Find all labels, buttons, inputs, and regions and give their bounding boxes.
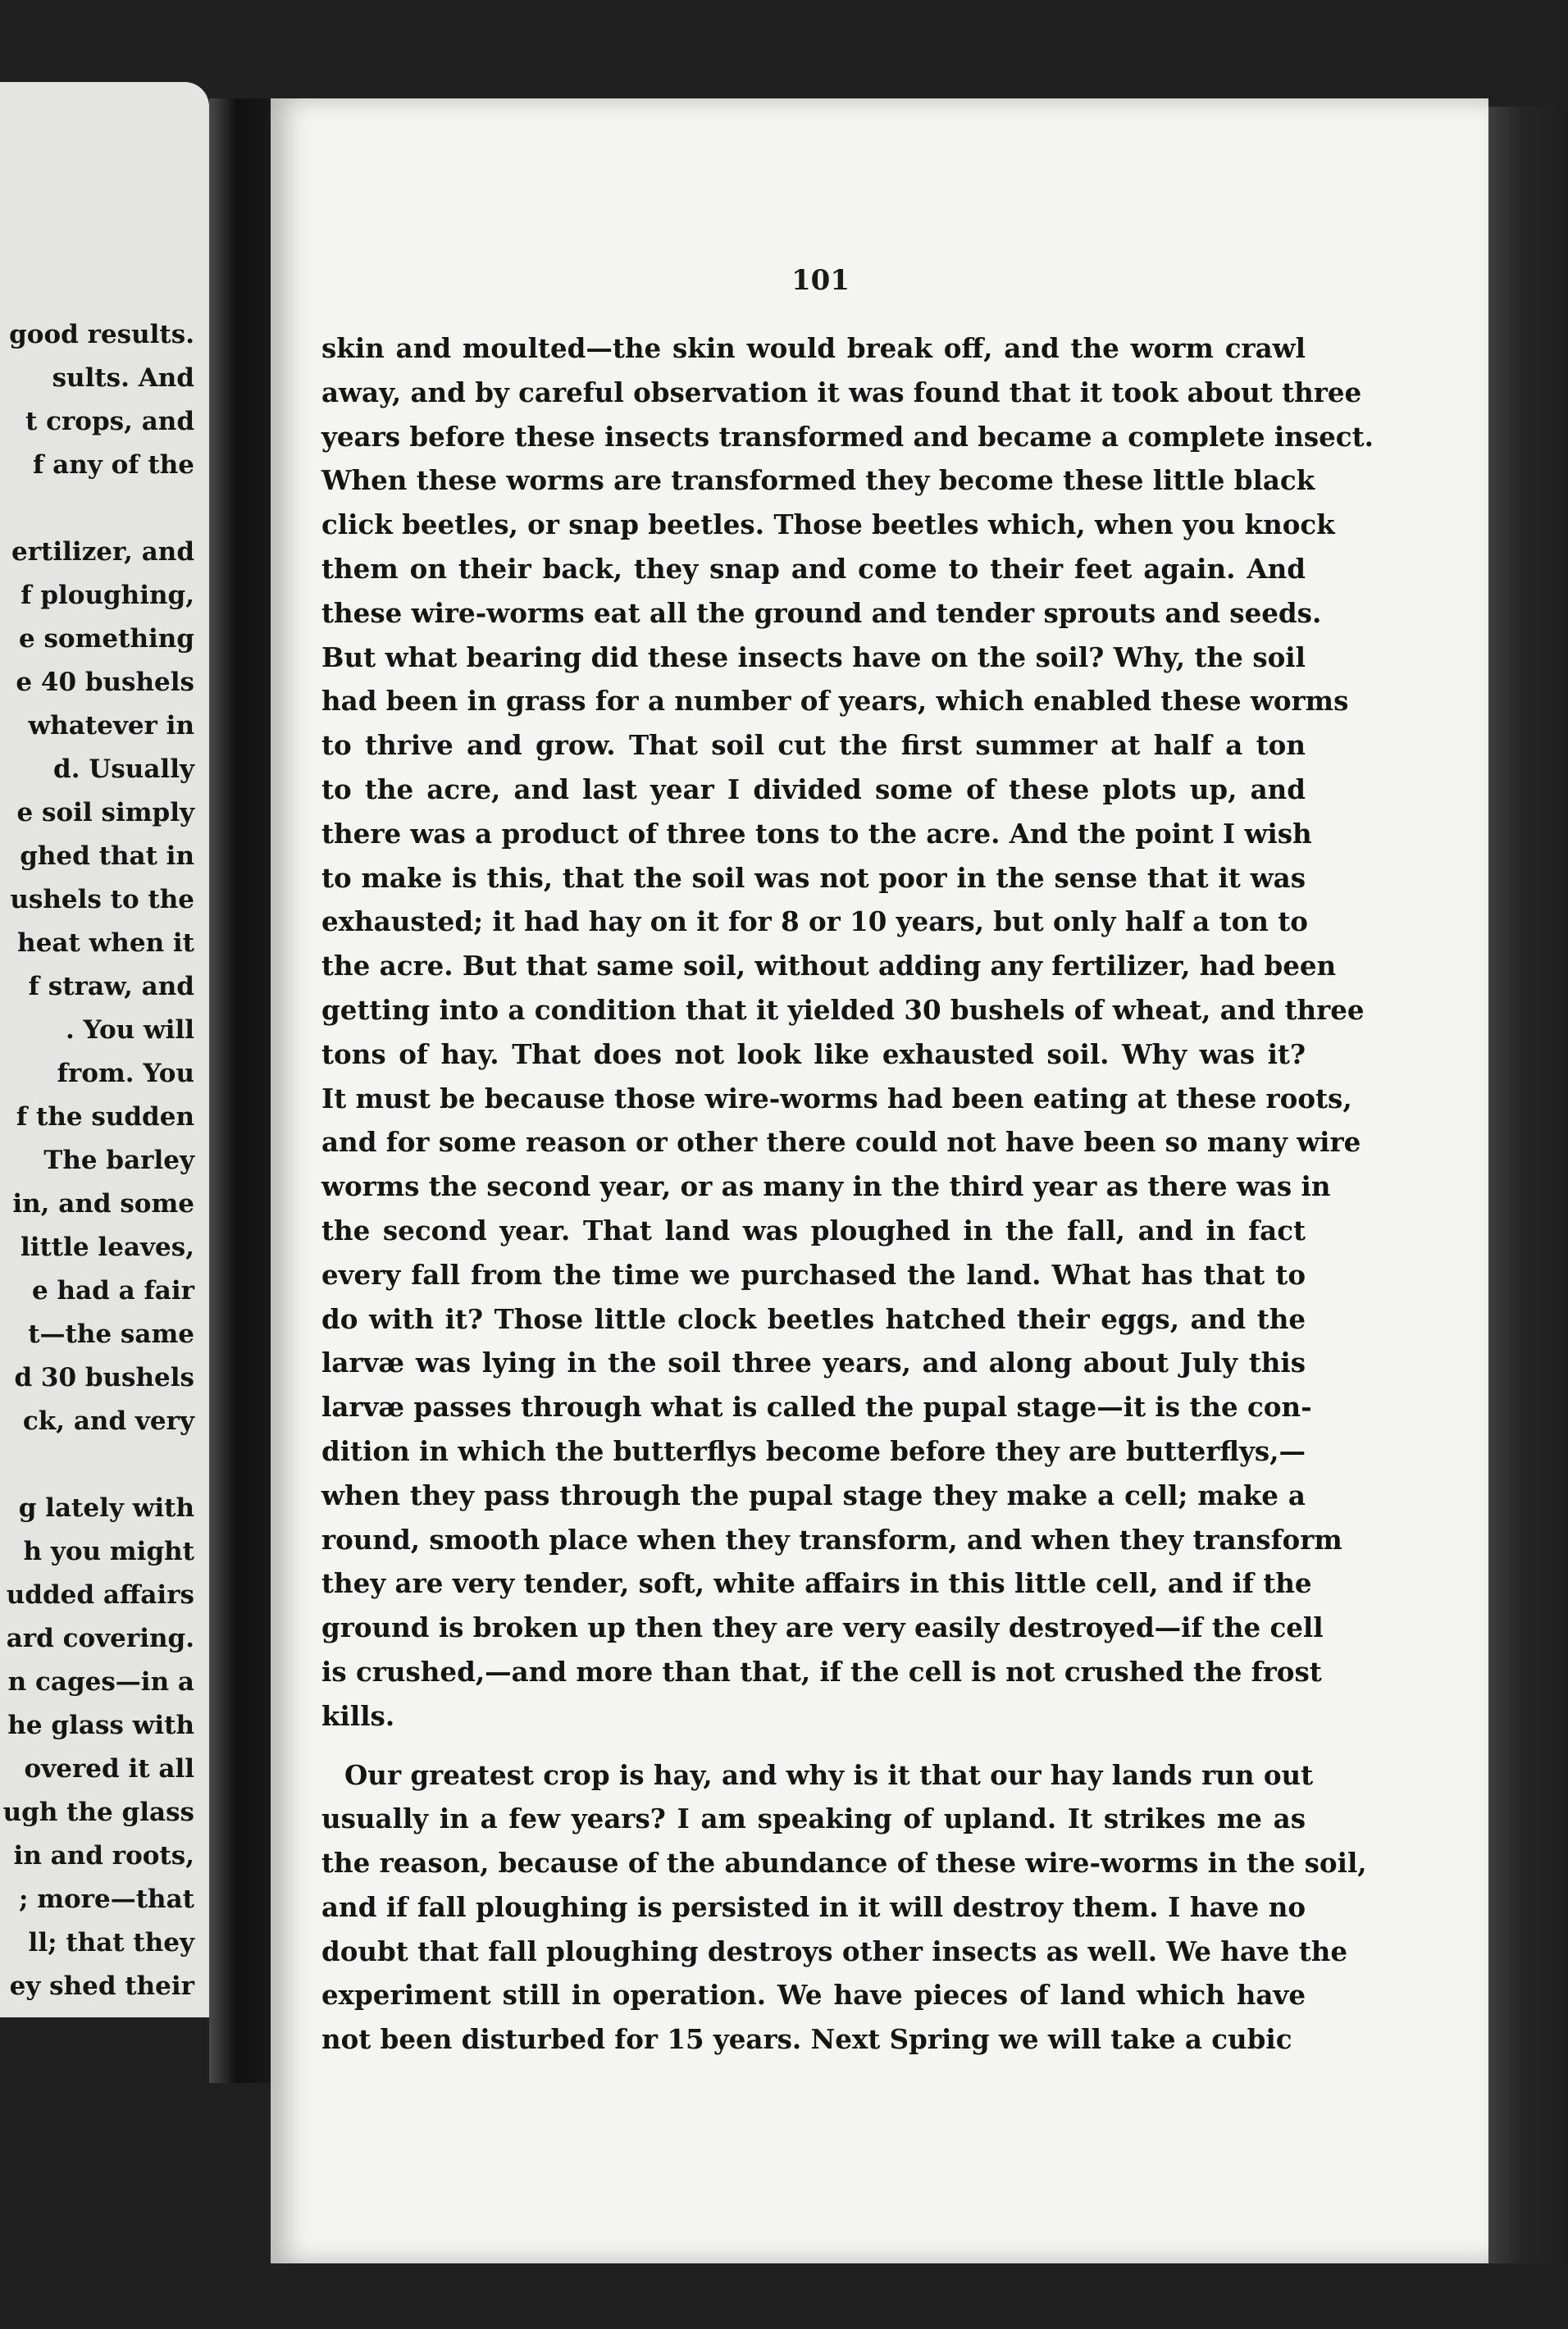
previous-page-line: f any of the xyxy=(33,450,194,480)
previous-page-line: t crops, and xyxy=(25,407,194,436)
body-text-line: larvæ was lying in the soil three years, and along about July this xyxy=(321,1347,1306,1379)
previous-page-line: from. You xyxy=(57,1059,194,1088)
body-text-line: kills. xyxy=(321,1699,395,1732)
body-text-line: worms the second year, or as many in the third year as there was in xyxy=(321,1170,1331,1203)
page-number: 101 xyxy=(791,264,850,297)
previous-page-line: . You will xyxy=(65,1015,194,1045)
body-text-line: larvæ passes through what is called the pupal stage—it is the con- xyxy=(321,1391,1312,1424)
body-text-line: them on their back, they snap and come to their feet again. And xyxy=(321,552,1306,585)
previous-page-line: g lately with xyxy=(18,1493,194,1523)
body-text-line: these wire-worms eat all the ground and tender sprouts and seeds. xyxy=(321,596,1322,629)
body-text-line: do with it? Those little clock beetles hatched their eggs, and the xyxy=(321,1302,1306,1335)
previous-page-line: heat when it xyxy=(17,928,194,958)
body-text-line: there was a product of three tons to the acre. And the point I wish xyxy=(321,817,1312,850)
previous-page-line: ck, and very xyxy=(22,1406,194,1436)
body-text-line: When these worms are transformed they become these little black xyxy=(321,464,1315,497)
previous-page-line: e had a fair xyxy=(31,1276,194,1306)
previous-page-line: e something xyxy=(18,624,194,654)
previous-page-line: udded affairs xyxy=(6,1580,194,1610)
previous-page-fragment xyxy=(0,82,209,2017)
previous-page-line xyxy=(0,1443,194,1487)
body-text-line: usually in a few years? I am speaking of upland. It strikes me as xyxy=(321,1803,1306,1835)
previous-page-line: ugh the glass xyxy=(2,1798,194,1827)
page-edge-shadow xyxy=(1488,107,1568,2263)
body-text-line: click beetles, or snap beetles. Those beetles which, when you knock xyxy=(321,508,1335,541)
previous-page-text xyxy=(0,313,194,2008)
body-text-line: when they pass through the pupal stage they make a cell; make a xyxy=(321,1479,1306,1511)
previous-page-line: e 40 bushels xyxy=(16,668,194,697)
previous-page-line: overed it all xyxy=(24,1754,194,1784)
body-text-line: the second year. That land was ploughed in the fall, and in fact xyxy=(321,1214,1306,1247)
body-text-line: years before these insects transformed and became a complete insect. xyxy=(321,420,1374,453)
body-text-line: every fall from the time we purchased the land. What has that to xyxy=(321,1258,1306,1291)
body-text-line: dition in which the butterflys become before they are butterflys,— xyxy=(321,1434,1306,1467)
previous-page-line: ushels to the xyxy=(10,885,194,914)
body-text-line: to the acre, and last year I divided some of these plots up, and xyxy=(321,773,1306,805)
previous-page-line: h you might xyxy=(23,1537,194,1566)
previous-page-line: t—the same xyxy=(28,1319,194,1349)
previous-page-line: ard covering. xyxy=(6,1624,194,1653)
previous-page-line: ghed that in xyxy=(20,841,194,871)
previous-page-line: d. Usually xyxy=(53,754,194,784)
previous-page-line: d 30 bushels xyxy=(14,1363,194,1392)
previous-page-line: sults. And xyxy=(52,363,194,393)
body-text-line: It must be because those wire-worms had been eating at these roots, xyxy=(321,1082,1352,1114)
body-text-line: tons of hay. That does not look like exhausted soil. Why was it? xyxy=(321,1037,1306,1070)
body-text-line: they are very tender, soft, white affairs in this little cell, and if the xyxy=(321,1567,1312,1600)
body-text-line: exhausted; it had hay on it for 8 or 10 years, but only half a ton to xyxy=(321,905,1308,938)
previous-page-line: in, and some xyxy=(12,1189,194,1219)
body-text-line: is crushed,—and more than that, if the cell is not crushed the frost xyxy=(321,1655,1322,1688)
previous-page-line: little leaves, xyxy=(20,1233,194,1262)
body-text-line: Our greatest crop is hay, and why is it that our hay lands run out xyxy=(344,1758,1314,1791)
previous-page-line: e soil simply xyxy=(16,798,194,827)
previous-page-line: whatever in xyxy=(28,711,194,741)
previous-page-line: in and roots, xyxy=(13,1841,194,1871)
previous-page-line: f ploughing, xyxy=(21,581,194,610)
page-body-text xyxy=(321,326,1374,2062)
body-text-line: to make is this, that the soil was not poor in the sense that it was xyxy=(321,861,1306,894)
book-gutter xyxy=(209,98,271,2083)
body-text-line: skin and moulted—the skin would break off, and the worm crawl xyxy=(321,332,1306,364)
body-text-line: ground is broken up then they are very easily destroyed—if the cell xyxy=(321,1611,1324,1644)
previous-page-line: ey shed their xyxy=(9,1971,194,2001)
body-text-line: away, and by careful observation it was found that it took about three xyxy=(321,376,1362,408)
body-text-line: round, smooth place when they transform, and when they transform xyxy=(321,1523,1342,1556)
body-text-line: had been in grass for a number of years, which enabled these worms xyxy=(321,685,1349,718)
body-text-line: to thrive and grow. That soil cut the first summer at half a ton xyxy=(321,729,1306,762)
previous-page-line: ertilizer, and xyxy=(11,537,194,567)
previous-page-line: ll; that they xyxy=(28,1928,194,1958)
body-text-line: and for some reason or other there could not have been so many wire xyxy=(321,1126,1361,1159)
body-text-line: experiment still in operation. We have pieces of land which have xyxy=(321,1979,1306,2012)
previous-page-line: good results. xyxy=(9,320,194,349)
previous-page-line: he glass with xyxy=(7,1711,194,1740)
previous-page-line: f straw, and xyxy=(28,972,194,1001)
previous-page-line: n cages—in a xyxy=(7,1667,194,1697)
previous-page-line: f the sudden xyxy=(16,1102,194,1132)
body-text-line: the reason, because of the abundance of these wire-worms in the soil, xyxy=(321,1847,1367,1880)
previous-page-line: The barley xyxy=(43,1146,194,1175)
body-text-line: and if fall ploughing is persisted in it will destroy them. I have no xyxy=(321,1890,1306,1923)
body-text-line: the acre. But that same soil, without adding any fertilizer, had been xyxy=(321,950,1337,982)
body-text-line: not been disturbed for 15 years. Next Spring we will take a cubic xyxy=(321,2023,1292,2056)
body-text-line: doubt that fall ploughing destroys other insects as well. We have the xyxy=(321,1935,1348,1967)
previous-page-line xyxy=(0,487,194,531)
body-text-line: getting into a condition that it yielded 30 bushels of wheat, and three xyxy=(321,993,1365,1026)
body-text-line: But what bearing did these insects have on the soil? Why, the soil xyxy=(321,640,1306,673)
previous-page-line: ; more—that xyxy=(18,1885,194,1914)
